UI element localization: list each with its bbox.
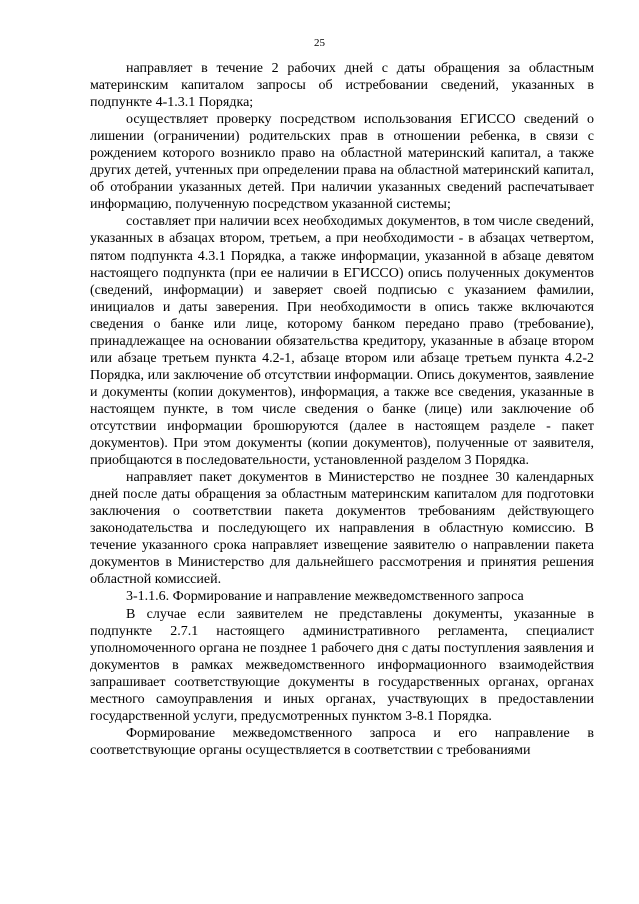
paragraph-document-inventory: составляет при наличии всех необходимых документов, в том числе сведений, указанных в абзацах втором, третьем, а при необходимости - в абзацах четвертом, пятом подпункта 4.3.1 Порядка, а также информации, указанной в абзаце девятом настоящего подпункта (при ее наличии в ЕГИССО) опись полученных документов (сведений, информации) и заверяет своей подписью с указанием фамилии, инициалов и даты заверения. При необходимости в опись также включаются сведения о банке или лице, которому банком передано право (требование), принадлежащее на основании обязательства кредитору, указанные в абзаце втором или абзаце третьем пункта 4.2-1, абзаце втором или абзаце третьем пункта 4.2-2 Порядка, или заключение об отсутствии информации. Опись документов, заявление и документы (копии документов), информация, а также все сведения, указанные в настоящем пункте, в том числе сведения о банке (лице) или заключение об отсутствии информации брошюруются (далее в настоящем разделе - пакет документов). При этом документы (копии документов), полученные от заявителя, приобщаются в последовательности, установленной разделом 3 Порядка. (90, 214, 594, 469)
paragraph-send-to-ministry: направляет пакет документов в Министерство не позднее 30 календарных дней после даты обращения за областным материнским капиталом для подготовки заключения о соответствии пакета документов требованиям действующего законодательства и последующего их направления в областную комиссию. В течение указанного срока направляет извещение заявителю о направлении пакета документов в Министерство для дальнейшего рассмотрения и принятия решения областной комиссией. (90, 470, 594, 588)
page-number: 25 (314, 37, 325, 49)
document-body (90, 60, 594, 759)
paragraph-request-formation: Формирование межведомственного запроса и его направление в соответствующие органы осуществляется в соответствии с требованиями (90, 725, 594, 758)
paragraph-request-info: направляет в течение 2 рабочих дней с даты обращения за областным материнским капиталом запросы об истребовании сведений, указанных в подпункте 4-1.3.1 Порядка; (90, 61, 594, 111)
paragraph-egisso-check: осуществляет проверку посредством использования ЕГИССО сведений о лишении (ограничении) родительских прав в отношении ребенка, в связи с рождением которого возникло право на областной материнский капитал, а также других детей, учтенных при определении права на областной материнский капитал, об отобрании указанных детей. При наличии указанных сведений распечатывает информацию, полученную посредством указанной системы; (90, 112, 594, 213)
section-heading-3-1-1-6: 3-1.1.6. Формирование и направление межведомственного запроса (126, 589, 524, 605)
paragraph-interagency-request: В случае если заявителем не представлены документы, указанные в подпункте 2.7.1 настоящего административного регламента, специалист уполномоченного органа не позднее 1 рабочего дня с даты поступления заявления и документов в рамках межведомственного информационного взаимодействия запрашивает соответствующие документы в государственных органах, органах местного самоуправления и иных органах, участвующих в предоставлении государственной услуги, предусмотренных пунктом 3-8.1 Порядка. (90, 606, 594, 724)
